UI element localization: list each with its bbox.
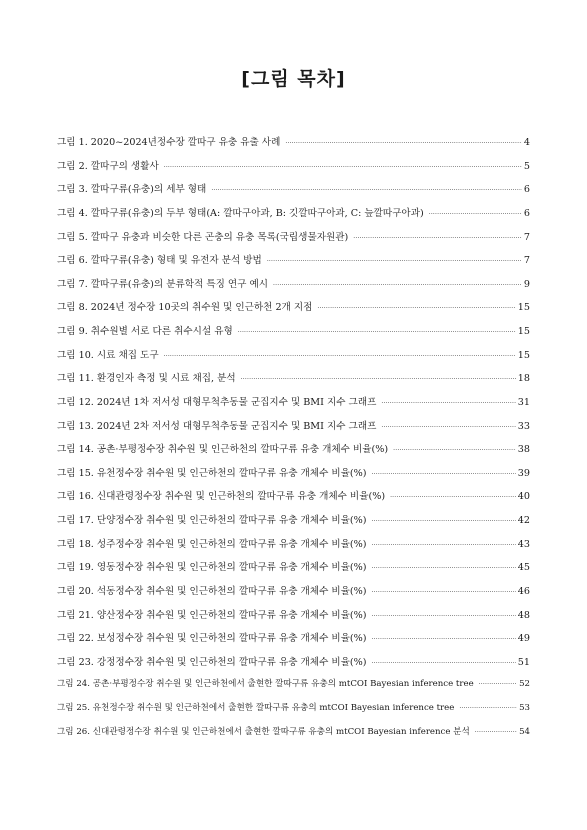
toc-entry-page: 15 [517, 326, 530, 337]
toc-entry-page: 53 [519, 703, 530, 713]
dot-leader [372, 468, 516, 479]
toc-entry-page: 15 [517, 349, 530, 361]
toc-entry[interactable] [57, 323, 530, 347]
toc-entry-page: 45 [517, 562, 530, 574]
toc-entry-label: 그림 7. 깔따구류(유충)의 분류학적 특징 연구 예시 [57, 278, 269, 290]
toc-entry[interactable] [57, 654, 530, 678]
toc-entry[interactable] [57, 559, 530, 583]
toc-entry-page: 4 [523, 137, 530, 148]
toc-entry-label: 그림 13. 2024년 2차 저서성 대형무척추동물 군집지수 및 BMI 지수 그래프 [57, 420, 377, 432]
toc-entry-page: 5 [523, 160, 530, 172]
toc-entry-page: 48 [517, 609, 530, 621]
toc-entry-page: 39 [517, 467, 530, 479]
toc-entry[interactable] [57, 394, 530, 418]
toc-entry-page: 33 [517, 420, 530, 432]
toc-entry-page: 31 [517, 396, 530, 408]
toc-entry-label: 그림 2. 깔따구의 생활사 [57, 160, 159, 172]
dot-leader [381, 421, 515, 432]
toc-entry[interactable] [57, 725, 530, 749]
toc-entry[interactable] [57, 418, 530, 442]
toc-entry[interactable] [57, 134, 530, 158]
toc-entry-page: 6 [523, 184, 530, 196]
figure-list [57, 134, 530, 748]
toc-entry-label: 그림 10. 시료 채집 도구 [57, 349, 159, 361]
toc-entry-label: 그림 26. 신대관령정수장 취수원 및 인근하천에서 출현한 깔따구류 유충의 mtCOI Bayesian inference 분석 [57, 726, 470, 737]
dot-leader [353, 232, 522, 243]
dot-leader [372, 586, 516, 597]
toc-entry[interactable] [57, 276, 530, 300]
dot-leader [459, 703, 517, 713]
toc-entry-label: 그림 24. 공촌·부평정수장 취수원 및 인근하천에서 출현한 깔따구류 유충의 mtCOI Bayesian inference tree [57, 679, 474, 690]
toc-entry-label: 그림 8. 2024년 정수장 10곳의 취수원 및 인근하천 2개 지점 [57, 302, 313, 314]
toc-entry-page: 54 [519, 726, 530, 737]
dot-leader [372, 515, 516, 526]
toc-entry[interactable] [57, 701, 530, 725]
dot-leader [285, 137, 522, 148]
toc-entry-page: 43 [517, 538, 530, 550]
toc-entry[interactable] [57, 252, 530, 276]
toc-entry-label: 그림 3. 깔따구류(유충)의 세부 형태 [57, 184, 207, 196]
dot-leader [475, 727, 517, 737]
toc-entry[interactable] [57, 158, 530, 182]
toc-entry-label: 그림 16. 신대관령정수장 취수원 및 인근하천의 깔따구류 유충 개체수 비율(%) [57, 491, 386, 503]
toc-entry[interactable] [57, 630, 530, 654]
dot-leader [238, 326, 516, 337]
toc-entry-label: 그림 23. 강정정수장 취수원 및 인근하천의 깔따구류 유충 개체수 비율(%) [57, 656, 367, 668]
toc-entry[interactable] [57, 465, 530, 489]
dot-leader [372, 539, 516, 550]
toc-entry-page: 18 [517, 373, 530, 385]
dot-leader [164, 350, 516, 361]
toc-entry-label: 그림 12. 2024년 1차 저서성 대형무척추동물 군집지수 및 BMI 지수 그래프 [57, 396, 377, 408]
dot-leader [164, 161, 522, 172]
toc-entry[interactable] [57, 512, 530, 536]
toc-entry[interactable] [57, 677, 530, 701]
dot-leader [479, 679, 517, 689]
toc-entry-label: 그림 1. 2020~2024년정수장 깔따구 유충 유출 사례 [57, 137, 281, 148]
toc-entry[interactable] [57, 347, 530, 371]
toc-entry-label: 그림 4. 깔따구류(유충)의 두부 형태(A: 깔따구아과, B: 깃깔따구아과, C: 늪깔따구아과) [57, 207, 424, 219]
dot-leader [317, 302, 515, 313]
toc-entry-label: 그림 9. 취수원별 서로 다른 취수시설 유형 [57, 326, 233, 337]
toc-entry-label: 그림 22. 보성정수장 취수원 및 인근하천의 깔따구류 유충 개체수 비율(%) [57, 633, 367, 645]
toc-entry-page: 7 [523, 255, 530, 267]
toc-entry[interactable] [57, 441, 530, 465]
toc-entry-page: 51 [517, 656, 530, 668]
toc-entry[interactable] [57, 181, 530, 205]
dot-leader [211, 184, 522, 195]
toc-entry[interactable] [57, 299, 530, 323]
dot-leader [390, 491, 516, 502]
toc-entry-page: 46 [517, 585, 530, 597]
toc-entry-label: 그림 5. 깔따구 유충과 비슷한 다른 곤충의 유충 목록(국립생물자원관) [57, 231, 349, 243]
toc-entry-label: 그림 20. 석동정수장 취수원 및 인근하천의 깔따구류 유충 개체수 비율(%) [57, 585, 367, 597]
toc-entry[interactable] [57, 370, 530, 394]
dot-leader [372, 657, 516, 668]
dot-leader [241, 373, 516, 384]
dot-leader [372, 610, 516, 621]
toc-entry-label: 그림 18. 성주정수장 취수원 및 인근하천의 깔따구류 유충 개체수 비율(%) [57, 538, 367, 550]
dot-leader [267, 255, 522, 266]
toc-entry-label: 그림 21. 양산정수장 취수원 및 인근하천의 깔따구류 유충 개체수 비율(%) [57, 609, 367, 621]
toc-entry[interactable] [57, 488, 530, 512]
toc-entry[interactable] [57, 607, 530, 631]
dot-leader [429, 208, 522, 219]
toc-entry[interactable] [57, 536, 530, 560]
toc-entry-page: 49 [517, 633, 530, 645]
toc-entry-label: 그림 25. 유천정수장 취수원 및 인근하천에서 출현한 깔따구류 유충의 mtCOI Bayesian inference tree [57, 703, 455, 713]
toc-entry[interactable] [57, 205, 530, 229]
toc-entry-label: 그림 11. 환경인자 측정 및 시료 채집, 분석 [57, 373, 236, 385]
toc-entry-page: 15 [517, 302, 530, 314]
dot-leader [372, 633, 516, 644]
toc-entry-label: 그림 6. 깔따구류(유충) 형태 및 유전자 분석 방법 [57, 255, 262, 267]
toc-entry-page: 38 [517, 444, 530, 456]
toc-entry-page: 42 [517, 515, 530, 526]
toc-entry-page: 40 [517, 491, 530, 503]
page-title: [그림 목차] [241, 68, 346, 90]
toc-entry-label: 그림 17. 단양정수장 취수원 및 인근하천의 깔따구류 유충 개체수 비율(%) [57, 515, 367, 526]
dot-leader [372, 562, 516, 573]
dot-leader [273, 279, 522, 290]
toc-entry-page: 52 [519, 679, 530, 690]
toc-entry-page: 9 [523, 278, 530, 290]
toc-entry[interactable] [57, 583, 530, 607]
toc-entry-label: 그림 15. 유천정수장 취수원 및 인근하천의 깔따구류 유충 개체수 비율(%) [57, 467, 367, 479]
toc-entry[interactable] [57, 229, 530, 253]
toc-entry-page: 7 [523, 231, 530, 243]
toc-entry-label: 그림 19. 영동정수장 취수원 및 인근하천의 깔따구류 유충 개체수 비율(%) [57, 562, 367, 574]
dot-leader [381, 397, 515, 408]
toc-entry-label: 그림 14. 공촌·부평정수장 취수원 및 인근하천의 깔따구류 유충 개체수 비율(%) [57, 444, 389, 456]
dot-leader [393, 444, 516, 455]
toc-entry-page: 6 [523, 207, 530, 219]
